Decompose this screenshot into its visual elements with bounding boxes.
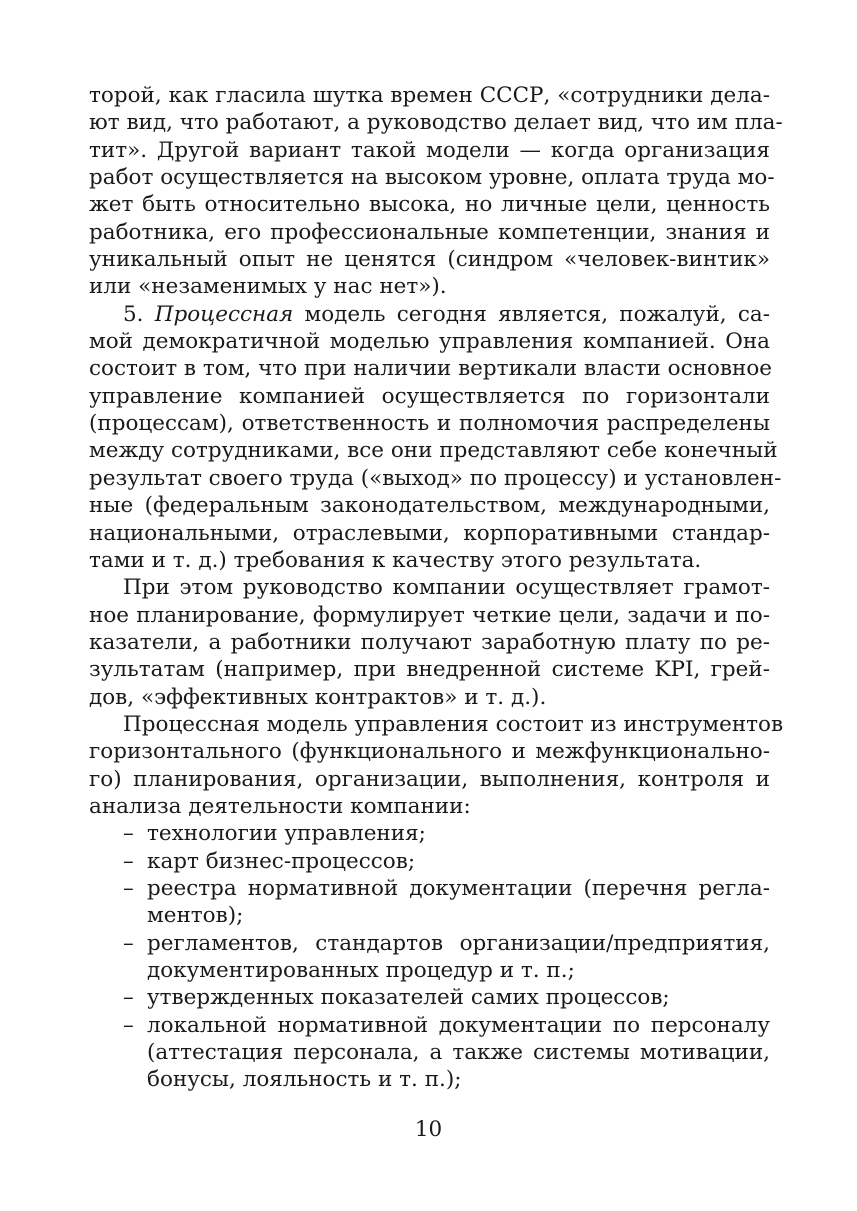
list-item-text: локальной нормативной документации по персоналу — [147, 1012, 770, 1038]
text-line: между сотрудниками, все они представляют себе конечный — [89, 438, 778, 464]
paragraph-1 — [89, 82, 783, 301]
text-line: национальными, отраслевыми, корпоративными стандар- — [89, 520, 770, 546]
list-item-text: карт бизнес-процессов; — [147, 848, 416, 874]
text-line — [89, 301, 770, 328]
dash-list — [89, 820, 770, 1093]
text-line: тит». Другой вариант такой модели — когда организация — [89, 137, 770, 163]
text-line — [89, 875, 770, 902]
list-item — [89, 848, 770, 875]
text-line: уникальный опыт не ценятся (синдром «человек-винтик» — [89, 247, 770, 273]
list-item-text: реестра нормативной документации (перечня регла- — [147, 875, 770, 901]
text-line: ют вид, что работают, а руководство делает вид, что им пла- — [89, 110, 783, 136]
list-item — [89, 1012, 770, 1094]
dash-bullet: – — [123, 875, 134, 901]
list-item — [89, 875, 770, 930]
list-item-text: регламентов, стандартов организации/предприятия, — [147, 930, 770, 956]
emphasized-term: Процессная — [154, 301, 294, 327]
text-line: торой, как гласила шутка времен СССР, «сотрудники дела- — [89, 83, 770, 108]
paragraph-3 — [89, 574, 770, 711]
text-line: жет быть относительно высока, но личные цели, ценность — [89, 192, 770, 218]
text-line: дов, «эффективных контрактов» и т. д.). — [89, 684, 547, 710]
text-line: ное планирование, формулирует четкие цели, задачи и по- — [89, 602, 770, 628]
dash-bullet: – — [123, 1012, 134, 1038]
text-line: (аттестация персонала, а также системы мотивации, — [147, 1040, 770, 1066]
text-line — [89, 984, 770, 1011]
list-item — [89, 820, 770, 847]
paragraph-4 — [89, 711, 784, 820]
text-line: го) планирования, организации, выполнения, контроля и — [89, 766, 770, 792]
text-line: горизонтального (функционального и межфункционально- — [89, 739, 770, 765]
text-line — [89, 930, 770, 957]
text-line: тами и т. д.) требования к качеству этого результата. — [89, 547, 702, 573]
list-item — [89, 984, 770, 1011]
list-item — [89, 930, 770, 985]
text-line — [89, 820, 770, 847]
text-line: работника, его профессиональные компетенции, знания и — [89, 219, 770, 245]
text-line — [89, 1012, 770, 1039]
text-line — [89, 848, 770, 875]
dash-bullet: – — [123, 985, 134, 1011]
text-line: (процессам), ответственность и полномочия распределены — [89, 411, 770, 437]
dash-bullet: – — [123, 821, 134, 847]
text-line: документированных процедур и т. п.; — [147, 958, 575, 983]
text-line: анализа деятельности компании: — [89, 793, 471, 819]
text-line: результат своего труда («выход» по процессу) и установлен- — [89, 465, 782, 491]
text-line: При этом руководство компании осуществляет грамот- — [123, 575, 770, 601]
text-line: работ осуществляется на высоком уровне, оплата труда мо- — [89, 165, 775, 191]
paragraph-2 — [89, 301, 782, 574]
text-line: или «незаменимых у нас нет»). — [89, 274, 447, 300]
text-line: состоит в том, что при наличии вертикали власти основное — [89, 356, 773, 382]
text-line: зультатам (например, при внедренной системе KPI, грей- — [89, 657, 770, 683]
dash-bullet: – — [123, 848, 134, 874]
page-body — [89, 82, 784, 1094]
list-item-text: технологии управления; — [147, 821, 426, 847]
text-line: мой демократичной моделью управления компанией. Она — [89, 329, 770, 355]
text-line: казатели, а работники получают заработную плату по ре- — [89, 629, 770, 655]
dash-bullet: – — [123, 930, 134, 956]
item-number: 5. — [123, 301, 144, 327]
text-line: ные (федеральным законодательством, международными, — [89, 493, 770, 519]
text-line: управление компанией осуществляется по горизонтали — [89, 383, 770, 409]
text-fragment: модель сегодня является, пожалуй, са- — [293, 301, 770, 327]
page-number: 10 — [414, 1117, 443, 1142]
text-line: Процессная модель управления состоит из инструментов — [123, 711, 784, 737]
list-item-text: утвержденных показателей самих процессов; — [147, 985, 670, 1011]
text-line: бонусы, лояльность и т. п.); — [147, 1067, 462, 1093]
text-line: ментов); — [147, 903, 244, 929]
